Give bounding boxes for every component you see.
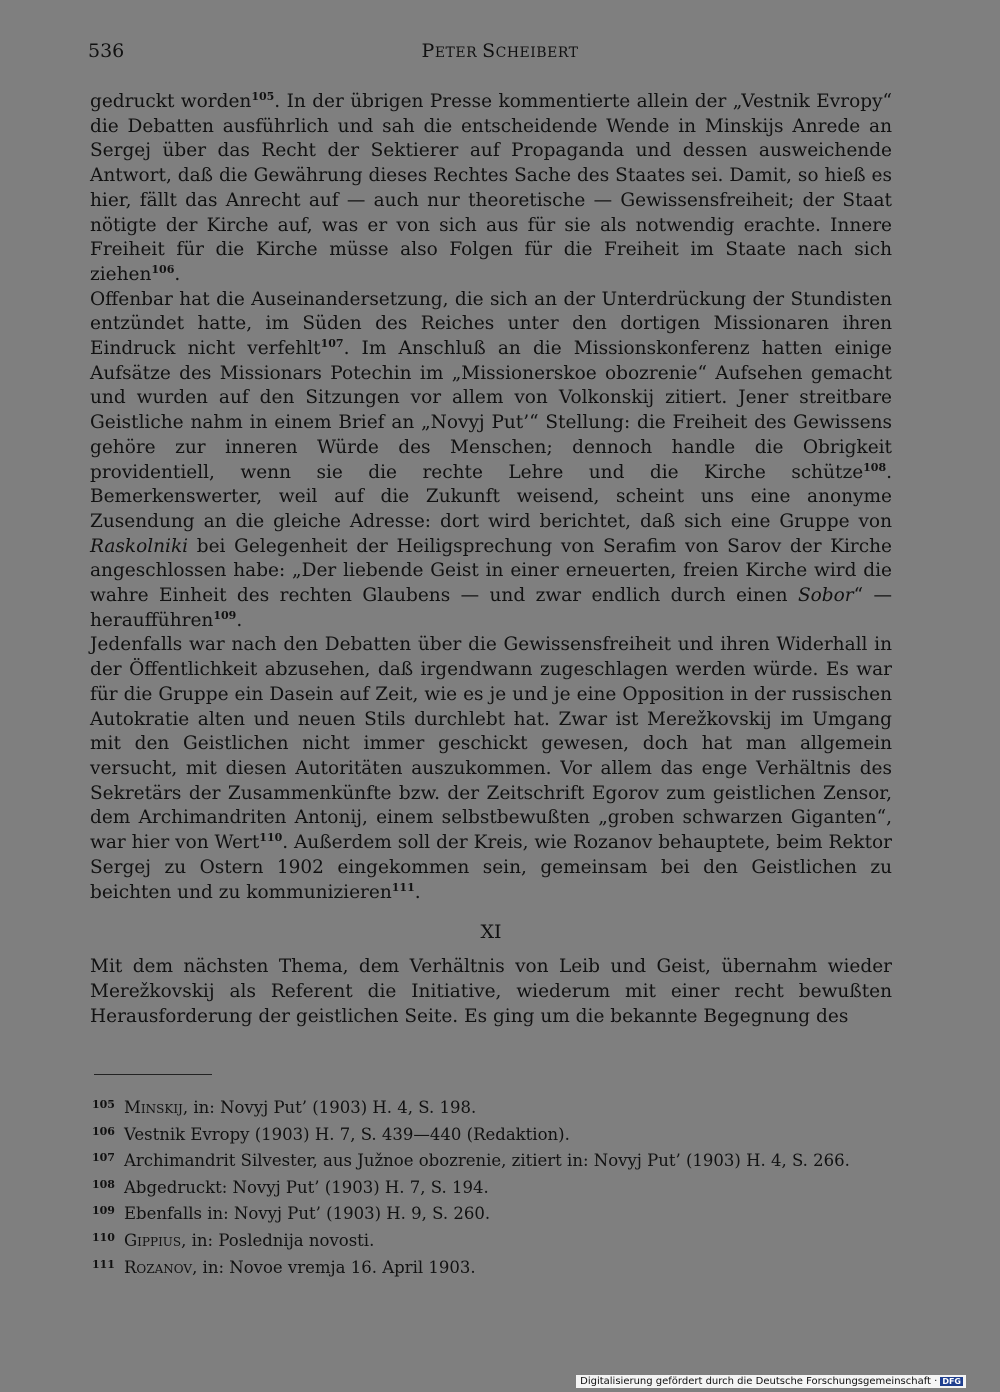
paragraph-1 — [90, 90, 892, 288]
footnote-text: , in: Novyj Put’ (1903) H. 4, S. 198. — [182, 1098, 477, 1117]
footnote-ref-107: 107 — [320, 337, 344, 351]
text-run: . — [236, 609, 243, 631]
footnote-108 — [92, 1173, 912, 1200]
text-run: bei Gelegenheit der Heiligsprechung von Serafim von Sarov der Kirche angeschlossen habe: „Der liebende Geist in einer erneuerten, freien Kirche wird die wahre Einheit des rechten Glaubens — und zwar endlich durch einen — [90, 535, 892, 607]
footnote-text: , in: Novoe vremja 16. April 1903. — [192, 1257, 476, 1277]
footnote-number: 107 — [92, 1151, 115, 1165]
text-run: Jedenfalls war nach den Debatten über die Gewissensfreiheit und ihren Widerhall in der Öffentlichkeit abzusehen, daß irgendwann zugeschlagen werden würde. Es war für die Gruppe ein Dasein auf Zeit, wie es je und je eine Opposition in der russischen Autokratie alten und neuen Stils durchlebt hat. Zwar ist Merežkovskij im Umgang mit den Geistlichen nicht immer geschickt gewesen, doch hat man allgemein versucht, mit diesen Autoritäten auszukommen. Vor allem das enge Verhältnis des Sekretärs der Zusammenkünfte bzw. der Zeitschrift Egorov zum geistlichen Zensor, dem Archimandriten Antonij, einem selbstbewußten „groben schwarzen Giganten“, war hier von Wert — [90, 634, 892, 854]
footnote-author: Gippius — [124, 1230, 182, 1250]
footnote-107 — [92, 1146, 912, 1173]
footnote-number: 111 — [92, 1257, 115, 1271]
running-head-rest-2: CHEIBERT — [495, 45, 579, 61]
footnote-number: 108 — [92, 1177, 115, 1191]
text-run: . Bemerkenswerter, weil auf die Zukunft weisend, scheint uns eine anonyme Zusendung an die gleiche Adresse: dort wird berichtet, daß sich eine Gruppe von — [90, 461, 892, 532]
footnote-110 — [92, 1226, 912, 1253]
footnotes — [92, 1093, 912, 1279]
text-run: . Außerdem soll der Kreis, wie Rozanov behauptete, beim Rektor Sergej zu Ostern 1902 eingekommen sein, gemeinsam bei den Geistlichen zu beichten und zu kommunizieren — [90, 832, 892, 903]
running-head-initial: P — [421, 40, 435, 62]
footnote-ref-105: 105 — [251, 90, 275, 103]
footnote-ref-111: 111 — [391, 880, 415, 894]
footnote-text: Archimandrit Silvester, aus Južnoe obozrenie, zitiert in: Novyj Put’ (1903) H. 4, S. 266. — [124, 1151, 850, 1171]
paragraph-4 — [90, 955, 892, 1029]
digitization-credit — [576, 1375, 966, 1388]
footnote-ref-109: 109 — [213, 608, 237, 622]
text-run: . In der übrigen Presse kommentierte allein der „Vestnik Evropy“ die Debatten ausführlich und sah die entscheidende Wende in Minskijs Anrede an Sergej über das Recht der Sektierer auf Propaganda und dessen ausweichende Antwort, daß die Gewährung dieses Rechtes Sache des Staates sei. Damit, so hieß es hier, fällt das Anrecht auf — auch nur theoretische — Gewissensfreiheit; der Staat nötigte der Kirche auf, was er von sich aus für sie als notwendig erachte. Innere Freiheit für die Kirche müsse also Folgen für die Freiheit im Staate nach sich ziehen — [90, 91, 892, 285]
footnote-ref-108: 108 — [863, 460, 887, 474]
text-run: Offenbar hat die Auseinandersetzung, die sich an der Unterdrückung der Stundisten entzündet hatte, im Süden des Reiches unter den dortigen Missionaren ihren Eindruck nicht verfehlt — [90, 288, 892, 360]
running-head-initial-2: S — [482, 40, 496, 62]
paragraph-2 — [90, 288, 892, 634]
credit-text: Digitalisierung gefördert durch die Deutsche Forschungsgemeinschaft · — [580, 1376, 938, 1387]
running-head-rest: ETER — [434, 45, 483, 61]
italic-term: Raskolniki — [90, 535, 189, 557]
footnote-106 — [92, 1120, 912, 1147]
footnote-author: Minskij — [124, 1098, 183, 1117]
dfg-logo: DFG — [942, 1377, 961, 1386]
footnote-ref-110: 110 — [259, 831, 283, 845]
footnote-111 — [92, 1253, 912, 1280]
footnote-number: 109 — [92, 1204, 115, 1218]
footnote-author: Rozanov — [124, 1257, 193, 1277]
body-text — [90, 90, 892, 1029]
footnote-text: Ebenfalls in: Novyj Put’ (1903) H. 9, S. 260. — [124, 1204, 491, 1224]
text-run: Mit dem nächsten Thema, dem Verhältnis von Leib und Geist, übernahm wieder Merežkovskij als Referent die Initiative, wiederum mit einer recht bewußten Herausforderung der geistlichen Seite. Es ging um die bekannte Begegnung des — [90, 956, 892, 1027]
footnote-number: 110 — [92, 1230, 115, 1244]
running-head — [0, 40, 1000, 62]
text-run: “ — heraufführen — [90, 585, 892, 631]
text-run: . — [174, 263, 181, 285]
text-run: gedruckt worden — [90, 91, 252, 112]
footnote-number: 105 — [92, 1098, 115, 1111]
page-number: 536 — [88, 40, 125, 62]
text-run: . — [414, 881, 421, 903]
footnote-105 — [92, 1093, 912, 1120]
footnote-text: , in: Poslednija novosti. — [181, 1230, 375, 1250]
paragraph-3 — [90, 633, 892, 905]
footnote-text: Abgedruckt: Novyj Put’ (1903) H. 7, S. 194. — [124, 1177, 489, 1197]
section-heading: XI — [480, 921, 502, 944]
footnote-ref-106: 106 — [151, 262, 175, 276]
text-run: . Im Anschluß an die Missionskonferenz hatten einige Aufsätze des Missionars Potechin im „Missionerskoe obozrenie“ Aufsehen gemacht und wurden auf den Sitzungen vor allem von Volkonskij zitiert. Jener streitbare Geistliche nahm in einem Brief an „Novyj Put’“ Stellung: die Freiheit des Gewissens gehöre zur inneren Würde des Menschen; dennoch handle die Obrigkeit providentiell, wenn sie die rechte Lehre und die Kirche schütze — [90, 338, 892, 483]
footnote-number: 106 — [92, 1124, 115, 1138]
italic-term: Sobor — [798, 585, 854, 607]
footnote-separator — [94, 1074, 212, 1075]
footnote-109 — [92, 1199, 912, 1226]
footnote-text: Vestnik Evropy (1903) H. 7, S. 439—440 (Redaktion). — [124, 1124, 570, 1144]
